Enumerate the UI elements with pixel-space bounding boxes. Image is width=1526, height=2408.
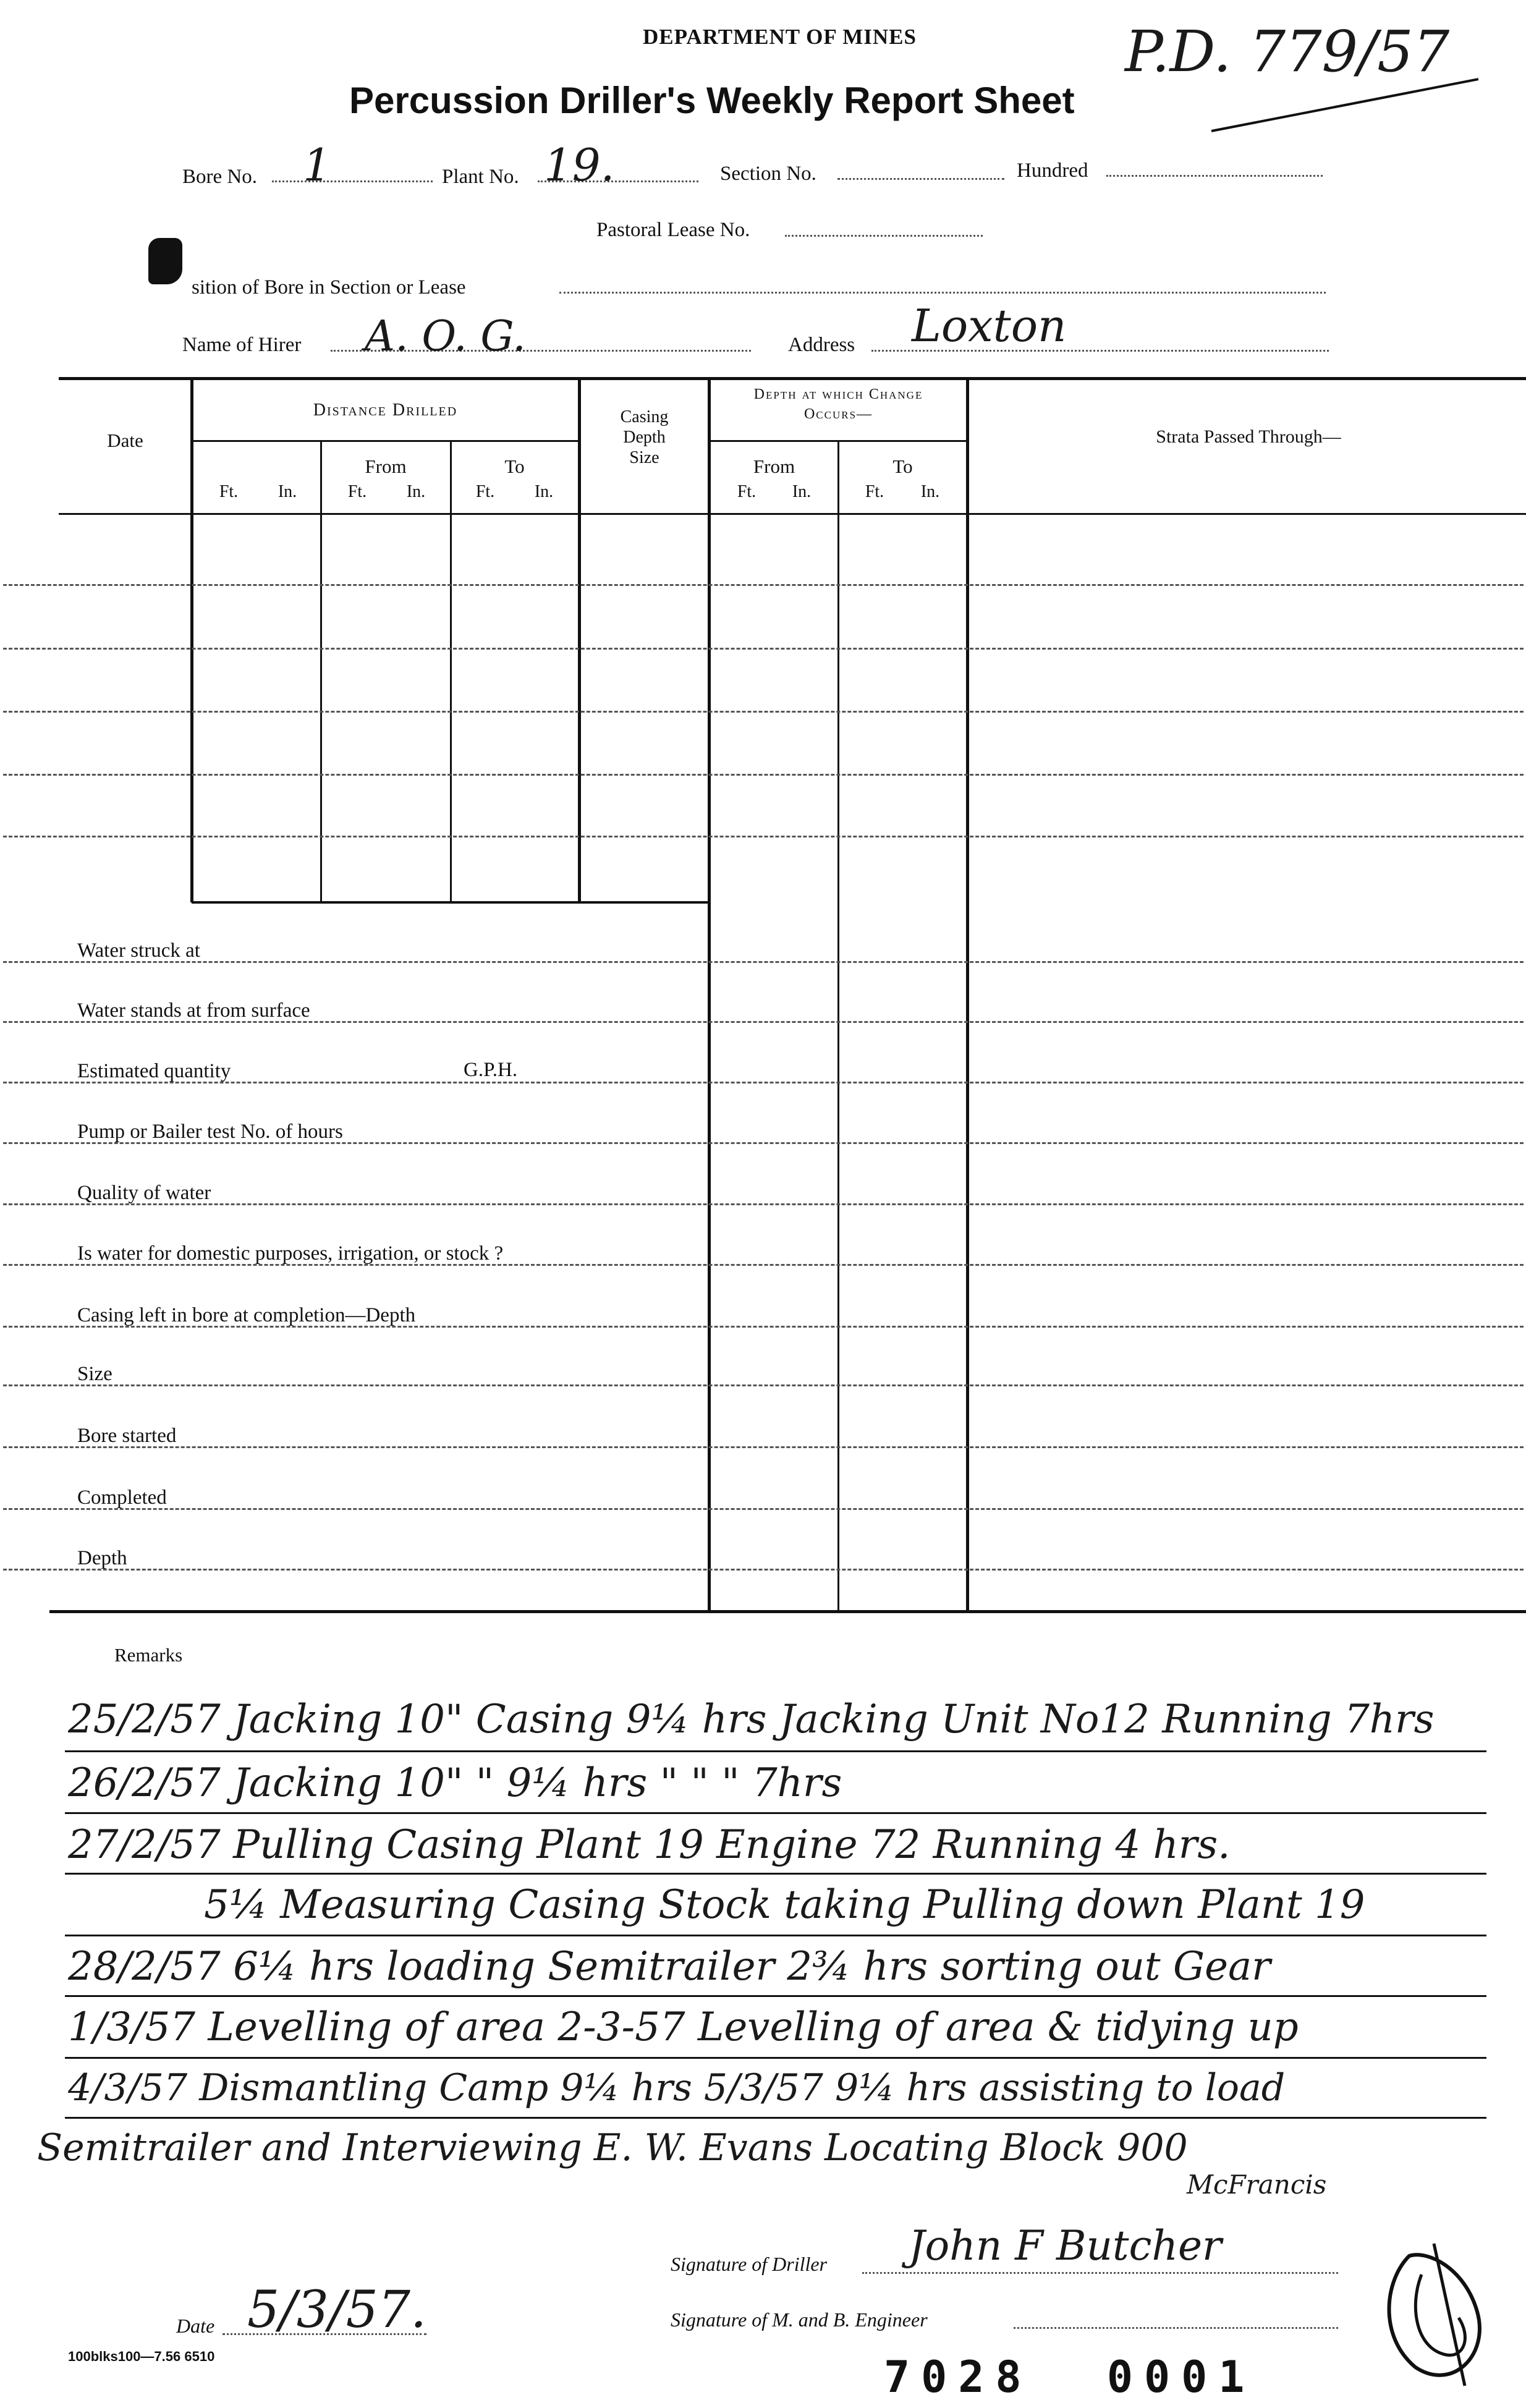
hirer-value: A. O. G.	[365, 312, 526, 361]
depth-to-ft-label: Ft.	[865, 482, 884, 501]
pump-test-label: Pump or Bailer test No. of hours	[77, 1121, 343, 1143]
hirer-label: Name of Hirer	[182, 334, 302, 356]
remark-line-3: 27/2/57 Pulling Casing Plant 19 Engine 72 Running 4 hrs.	[68, 1822, 1231, 1868]
distance-from-ft-label: Ft.	[347, 482, 367, 501]
depth-from-in-label: In.	[792, 482, 812, 501]
section-no-label: Section No.	[720, 163, 816, 185]
remark-underline-2	[65, 1812, 1486, 1814]
bore-no-value: 1	[303, 139, 331, 191]
quality-label: Quality of water	[77, 1182, 211, 1204]
remark-note: McFrancis	[1187, 2169, 1327, 2200]
casing-line-2: Depth	[623, 428, 666, 447]
distance-to-label: To	[504, 456, 525, 477]
distance-ft-label: Ft.	[219, 482, 239, 501]
water-struck-label: Water struck at	[77, 939, 200, 962]
file-reference: P.D. 779/57	[1125, 19, 1450, 85]
completed-label: Completed	[77, 1486, 167, 1509]
remark-line-2: 26/2/57 Jacking 10" " 9¼ hrs " " " 7hrs	[68, 1760, 842, 1806]
depth-label: Depth	[77, 1547, 127, 1569]
stamp-number: 7028 0001	[884, 2352, 1256, 2402]
remark-line-7: 4/3/57 Dismantling Camp 9¼ hrs 5/3/57 9¼ hrs assisting to load	[68, 2066, 1286, 2109]
col-header-strata: Strata Passed Through—	[1156, 426, 1341, 447]
remark-underline-3	[65, 1873, 1486, 1875]
distance-from-in-label: In.	[406, 482, 426, 501]
signature-driller-value: John F Butcher	[909, 2222, 1222, 2270]
depth-change-line-2: Occurs—	[803, 406, 873, 422]
signature-driller-label: Signature of Driller	[671, 2253, 828, 2275]
address-label: Address	[788, 334, 855, 356]
casing-line-3: Size	[629, 448, 659, 467]
address-value: Loxton	[912, 300, 1067, 352]
remark-underline-1	[65, 1750, 1486, 1752]
remark-line-4: 5¼ Measuring Casing Stock taking Pulling down Plant 19	[204, 1882, 1365, 1928]
estimated-quantity-label: Estimated quantity	[77, 1060, 231, 1082]
signature-driller-field[interactable]	[862, 2272, 1338, 2274]
hundred-label: Hundred	[1017, 159, 1088, 182]
remark-line-8: Semitrailer and Interviewing E. W. Evans Locating Block 900	[37, 2126, 1188, 2169]
depth-from-ft-label: Ft.	[737, 482, 757, 501]
print-code: 100blks100—7.56 6510	[68, 2349, 215, 2364]
remark-underline-5	[65, 1995, 1486, 1997]
col-header-date: Date	[107, 430, 143, 451]
depth-to-in-label: In.	[920, 482, 940, 501]
signature-engineer-field[interactable]	[1014, 2327, 1338, 2329]
distance-to-ft-label: Ft.	[475, 482, 495, 501]
depth-change-line-1: Depth at which Change	[753, 386, 923, 402]
casing-line-1: Casing	[620, 407, 669, 426]
depth-to-label: To	[892, 456, 913, 477]
remark-underline-4	[65, 1935, 1486, 1936]
remarks-label: Remarks	[114, 1644, 183, 1666]
remark-underline-7	[65, 2117, 1486, 2119]
distance-to-in-label: In.	[534, 482, 554, 501]
page-title: Percussion Driller's Weekly Report Sheet	[349, 80, 1075, 121]
size-label: Size	[77, 1363, 112, 1385]
department-heading: DEPARTMENT OF MINES	[643, 25, 917, 49]
plant-no-value: 19.	[544, 139, 615, 191]
bore-no-label: Bore No.	[182, 166, 257, 188]
distance-in-label: In.	[278, 482, 297, 501]
depth-from-label: From	[753, 456, 795, 477]
remark-line-1: 25/2/57 Jacking 10" Casing 9¼ hrs Jacking Unit No12 Running 7hrs	[68, 1697, 1435, 1742]
water-stands-label: Water stands at from surface	[77, 999, 310, 1022]
remark-underline-6	[65, 2057, 1486, 2059]
pastoral-lease-label: Pastoral Lease No.	[596, 219, 750, 241]
remark-line-5: 28/2/57 6¼ hrs loading Semitrailer 2¾ hrs sorting out Gear	[68, 1944, 1271, 1990]
remark-line-6: 1/3/57 Levelling of area 2-3-57 Levelling of area & tidying up	[68, 2004, 1299, 2050]
bore-started-label: Bore started	[77, 1425, 177, 1447]
casing-left-label: Casing left in bore at completion—Depth	[77, 1304, 416, 1326]
signature-engineer-label: Signature of M. and B. Engineer	[671, 2308, 928, 2331]
date-value: 5/3/57.	[247, 2281, 427, 2339]
distance-from-label: From	[365, 456, 407, 477]
engineer-signature-mark	[1372, 2231, 1496, 2398]
date-label: Date	[176, 2315, 215, 2337]
water-use-label: Is water for domestic purposes, irrigation, or stock ?	[77, 1242, 504, 1265]
plant-no-label: Plant No.	[442, 166, 519, 188]
gph-label: G.P.H.	[464, 1059, 518, 1081]
col-header-distance-drilled: Distance Drilled	[313, 401, 458, 420]
position-label: sition of Bore in Section or Lease	[192, 276, 466, 299]
